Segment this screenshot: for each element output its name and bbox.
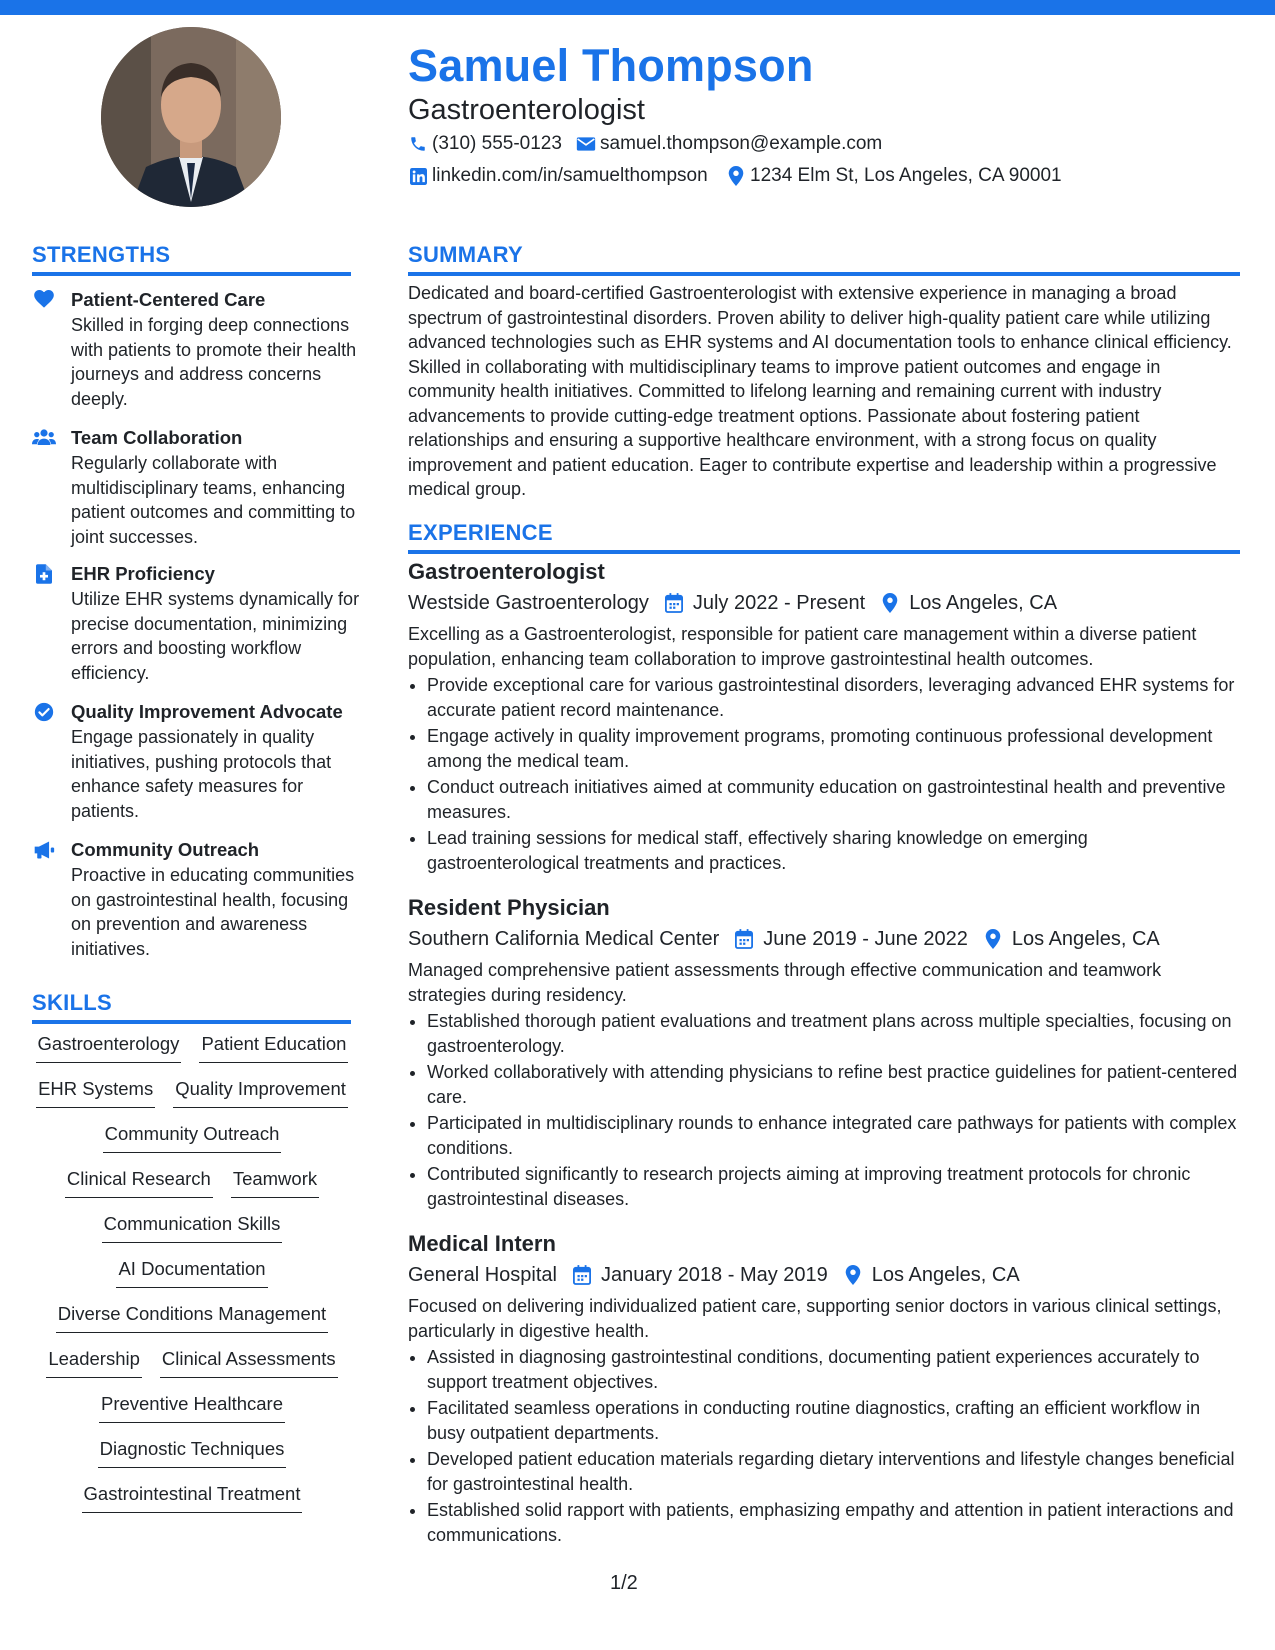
skill-tag: Clinical Research bbox=[65, 1167, 213, 1198]
job-company: Westside Gastroenterology bbox=[408, 592, 649, 614]
strength-description: Proactive in educating communities on gastrointestinal health, focusing on prevention and awareness initiatives. bbox=[71, 865, 355, 959]
address-text: 1234 Elm St, Los Angeles, CA 90001 bbox=[750, 165, 1062, 186]
strength-title: Community Outreach bbox=[71, 839, 260, 860]
summary-rule bbox=[408, 272, 1240, 276]
phone-text: (310) 555-0123 bbox=[432, 133, 562, 154]
profile-photo bbox=[101, 27, 281, 207]
summary-heading: SUMMARY bbox=[408, 242, 523, 267]
calendar-icon bbox=[663, 592, 685, 614]
job-company: Southern California Medical Center bbox=[408, 928, 720, 950]
job-description: Managed comprehensive patient assessments through effective communication and teamwork strategies during residency. bbox=[408, 960, 1162, 1005]
candidate-title: Gastroenterologist bbox=[408, 94, 645, 126]
skill-tag: Preventive Healthcare bbox=[99, 1392, 285, 1423]
strength-description: Engage passionately in quality initiatives, pushing protocols that enhance safety measures for patients. bbox=[71, 727, 332, 821]
job-role: Gastroenterologist bbox=[408, 559, 605, 584]
map-pin-icon bbox=[726, 166, 746, 186]
job-dates: January 2018 - May 2019 bbox=[600, 1264, 828, 1286]
skills-rule bbox=[32, 1020, 351, 1024]
strength-description: Skilled in forging deep connections with patients to promote their health journeys and address concerns deeply. bbox=[71, 315, 357, 409]
job-bullet: • Established solid rapport with patients, emphasizing empathy and attention in patient interactions and communications. bbox=[427, 1498, 1240, 1547]
map-pin-icon bbox=[982, 928, 1004, 950]
job-bullet: • Conduct outreach initiatives aimed at community education on gastrointestinal health and preventive measures. bbox=[427, 775, 1240, 824]
job-role: Resident Physician bbox=[408, 895, 610, 920]
job-bullet: • Facilitated seamless operations in conducting routine diagnostics, crafting an efficient workflow in busy outpatient departments. bbox=[427, 1396, 1240, 1445]
skill-tag: Leadership bbox=[46, 1347, 142, 1378]
job-bullet: • Participated in multidisciplinary rounds to enhance integrated care pathways for patients with complex conditions. bbox=[427, 1111, 1240, 1160]
experience-rule bbox=[408, 550, 1240, 554]
calendar-icon bbox=[571, 1264, 593, 1286]
job-company: General Hospital bbox=[408, 1264, 557, 1286]
strength-title: Patient-Centered Care bbox=[71, 289, 266, 310]
users-icon bbox=[32, 428, 56, 450]
candidate-name: Samuel Thompson bbox=[408, 40, 814, 91]
map-pin-icon bbox=[879, 592, 901, 614]
summary-text: Dedicated and board-certified Gastroenterologist with extensive experience in managing a broad spectrum of gastrointestinal disorders. Proven ability to deliver high-quality patient care while utilizing advanced technologies such as EHR systems and AI documentation tools to enhance clinical efficiency. Skilled in collaborating with multidisciplinary teams to improve patient outcomes and engage in community health initiatives. Committed to lifelong learning and remaining current with industry advancements to provide cutting-edge treatment options. Passionate about fostering patient relationships and ensuring a supportive healthcare environment, with a strong focus on quality improvement and patient education. Eager to contribute expertise and leadership within a progressive medical group. bbox=[408, 283, 1232, 499]
heart-icon bbox=[32, 290, 56, 312]
skill-tag: Diverse Conditions Management bbox=[56, 1302, 328, 1333]
page-number: 1/2 bbox=[610, 1572, 638, 1594]
job-role: Medical Intern bbox=[408, 1231, 556, 1256]
skill-tag: Quality Improvement bbox=[173, 1077, 348, 1108]
address-contact bbox=[726, 165, 1062, 187]
strength-title: EHR Proficiency bbox=[71, 563, 215, 584]
skill-tag: Patient Education bbox=[199, 1032, 348, 1063]
strength-description: Regularly collaborate with multidisciplinary teams, enhancing patient outcomes and committing to joint successes. bbox=[71, 453, 356, 547]
job-bullet: • Engage actively in quality improvement programs, promoting continuous professional development among the medical team. bbox=[427, 724, 1240, 773]
job-bullet: • Provide exceptional care for various gastrointestinal disorders, leveraging advanced EHR systems for accurate patient record maintenance. bbox=[427, 673, 1240, 722]
skill-tag: Gastroenterology bbox=[36, 1032, 182, 1063]
medical-file-icon bbox=[32, 564, 56, 586]
skills-heading: SKILLS bbox=[32, 990, 113, 1015]
map-pin-icon bbox=[842, 1264, 864, 1286]
job-description: Focused on delivering individualized patient care, supporting senior doctors in various clinical settings, particularly in digestive health. bbox=[408, 1296, 1222, 1341]
job-bullet: • Developed patient education materials regarding dietary interventions and lifestyle changes beneficial for gastrointestinal health. bbox=[427, 1447, 1240, 1496]
job-bullet: • Worked collaboratively with attending physicians to refine best practice guidelines for patient-centered care. bbox=[427, 1060, 1240, 1109]
job-bullet: • Established thorough patient evaluations and treatment plans across multiple specialties, focusing on gastroenterology. bbox=[427, 1009, 1240, 1058]
skill-tag: Communication Skills bbox=[102, 1212, 283, 1243]
job-bullets bbox=[408, 1345, 1240, 1547]
strength-title: Team Collaboration bbox=[71, 427, 243, 448]
skill-tag: Diagnostic Techniques bbox=[98, 1437, 287, 1468]
job-dates: July 2022 - Present bbox=[692, 592, 866, 614]
job-dates: June 2019 - June 2022 bbox=[763, 928, 968, 950]
top-accent-bar bbox=[0, 0, 1275, 15]
skill-tag: Clinical Assessments bbox=[160, 1347, 338, 1378]
phone-icon bbox=[408, 134, 428, 154]
experience-heading: EXPERIENCE bbox=[408, 520, 553, 545]
check-badge-icon bbox=[32, 702, 56, 724]
job-description: Excelling as a Gastroenterologist, responsible for patient care management within a diverse patient population, enhancing team collaboration to improve gastrointestinal health outcomes. bbox=[408, 624, 1197, 669]
strength-title: Quality Improvement Advocate bbox=[71, 701, 343, 722]
strength-description: Utilize EHR systems dynamically for precise documentation, minimizing errors and boosting workflow efficiency. bbox=[71, 589, 360, 683]
skill-tag: Teamwork bbox=[231, 1167, 319, 1198]
linkedin-icon bbox=[408, 166, 428, 186]
linkedin-text: linkedin.com/in/samuelthompson bbox=[432, 165, 708, 186]
email-contact[interactable] bbox=[576, 133, 882, 155]
strengths-rule bbox=[32, 272, 351, 276]
experience-entry bbox=[408, 558, 1240, 877]
job-location: Los Angeles, CA bbox=[909, 592, 1058, 614]
envelope-icon bbox=[576, 134, 596, 154]
experience-entry bbox=[408, 894, 1240, 1213]
skills-list bbox=[32, 1032, 352, 1527]
job-bullets bbox=[408, 673, 1240, 875]
megaphone-icon bbox=[32, 840, 56, 862]
skill-tag: AI Documentation bbox=[116, 1257, 267, 1288]
email-text: samuel.thompson@example.com bbox=[600, 133, 883, 154]
job-bullet: • Contributed significantly to research projects aiming at improving treatment protocols for chronic gastrointestinal diseases. bbox=[427, 1162, 1240, 1211]
phone-contact[interactable] bbox=[408, 133, 562, 155]
skill-tag: Gastrointestinal Treatment bbox=[82, 1482, 303, 1513]
job-bullets bbox=[408, 1009, 1240, 1211]
job-bullet: • Lead training sessions for medical staff, effectively sharing knowledge on emerging gastroenterological treatments and practices. bbox=[427, 826, 1240, 875]
calendar-icon bbox=[733, 928, 755, 950]
job-location: Los Angeles, CA bbox=[1011, 928, 1160, 950]
job-bullet: • Assisted in diagnosing gastrointestinal conditions, documenting patient experiences accurately to support treatment objectives. bbox=[427, 1345, 1240, 1394]
experience-entry bbox=[408, 1230, 1240, 1549]
strengths-heading: STRENGTHS bbox=[32, 242, 171, 267]
linkedin-contact[interactable] bbox=[408, 165, 708, 187]
skill-tag: EHR Systems bbox=[36, 1077, 155, 1108]
skill-tag: Community Outreach bbox=[103, 1122, 282, 1153]
job-location: Los Angeles, CA bbox=[871, 1264, 1020, 1286]
